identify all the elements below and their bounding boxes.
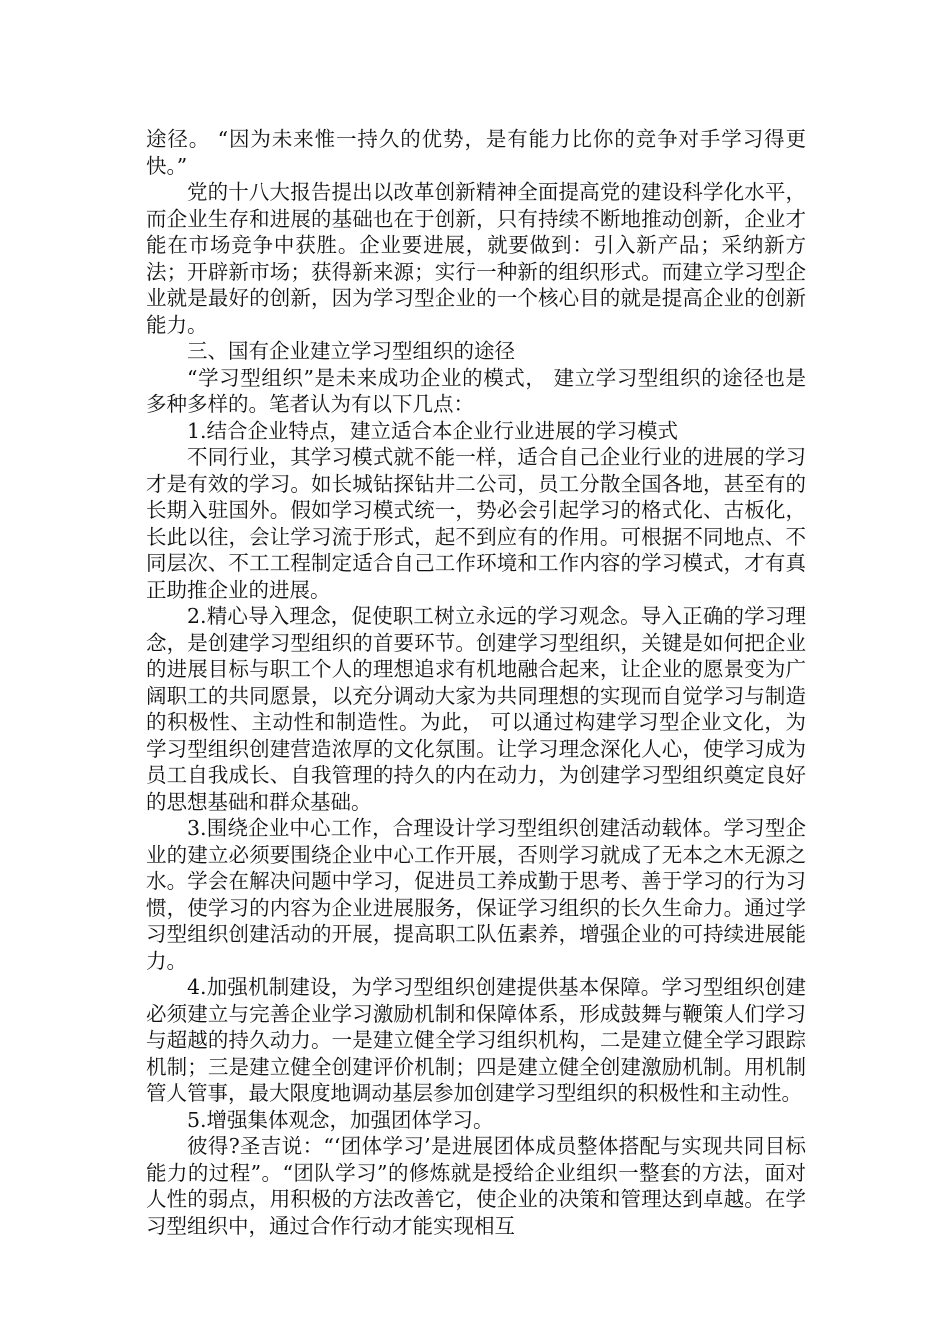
paragraph-continuation: 途径。 “因为未来惟一持久的优势，是有能力比你的竞争对手学习得更快。”	[146, 127, 806, 178]
point-4: 4.加强机制建设，为学习型组织创建提供基本保障。学习型组织创建必须建立与完善企业学习激励机制和保障体系，形成鼓舞与鞭策人们学习与超越的持久动力。一是建立健全学习组织机构，二是建立健全学习跟踪机制；三是建立健全创建评价机制；四是建立健全创建激励机制。用机制管人管事，最大限度地调动基层参加创建学习型组织的积极性和主动性。	[146, 975, 806, 1105]
point-2: 2.精心导入理念，促使职工树立永远的学习观念。导入正确的学习理念，是创建学习型组织的首要环节。创建学习型组织，关键是如何把企业的进展目标与职工个人的理想追求有机地融合起来，让企业的愿景变为广阔职工的共同愿景，以充分调动大家为共同理想的实现而自觉学习与制造的积极性、主动性和制造性。为此， 可以通过构建学习型企业文化，为学习型组织创建营造浓厚的文化氛围。让学习理念深化人心，使学习成为员工自我成长、自我管理的持久的内在动力，为创建学习型组织奠定良好的思想基础和群众基础。	[146, 604, 806, 814]
point-5-body: 彼得?圣吉说：“‘团体学习’是进展团体成员整体搭配与实现共同目标能力的过程”。“团队学习”的修炼就是授给企业组织一整套的方法，面对人性的弱点，用积极的方法改善它，使企业的决策和管理达到卓越。在学习型组织中，通过合作行动才能实现相互	[146, 1134, 806, 1238]
paragraph-innovation: 党的十八大报告提出以改革创新精神全面提高党的建设科学化水平，而企业生存和进展的基础也在于创新，只有持续不断地推动创新，企业才能在市场竞争中获胜。企业要进展，就要做到：引入新产品；采纳新方法；开辟新市场；获得新来源；实行一种新的组织形式。而建立学习型企业就是最好的创新，因为学习型企业的一个核心目的就是提高企业的创新能力。	[146, 180, 806, 337]
paragraph-intro: “学习型组织”是未来成功企业的模式， 建立学习型组织的途径也是多种多样的。笔者认为有以下几点：	[146, 365, 806, 416]
point-5-heading: 5.增强集体观念，加强团体学习。	[187, 1107, 494, 1132]
point-1-body: 不同行业，其学习模式就不能一样，适合自己企业行业的进展的学习才是有效的学习。如长城钻探钻井二公司，员工分散全国各地，甚至有的长期入驻国外。假如学习模式统一，势必会引起学习的格式化、古板化，长此以往，会让学习流于形式，起不到应有的作用。可根据不同地点、不同层次、不工工程制定适合自己工作环境和工作内容的学习模式，才有真正助推企业的进展。	[146, 445, 806, 602]
point-1-heading: 1.结合企业特点，建立适合本企业行业进展的学习模式	[187, 418, 679, 443]
document-page	[146, 126, 806, 1239]
section-heading-3: 三、国有企业建立学习型组织的途径	[187, 339, 515, 363]
point-3: 3.围绕企业中心工作，合理设计学习型组织创建活动载体。学习型企业的建立必须要围绕企业中心工作开展，否则学习就成了无本之木无源之水。学会在解决问题中学习，促进员工养成勤于思考、善于学习的行为习惯，使学习的内容为企业进展服务，保证学习组织的长久生命力。通过学习型组织创建活动的开展，提高职工队伍素养，增强企业的可持续进展能力。	[146, 816, 806, 973]
